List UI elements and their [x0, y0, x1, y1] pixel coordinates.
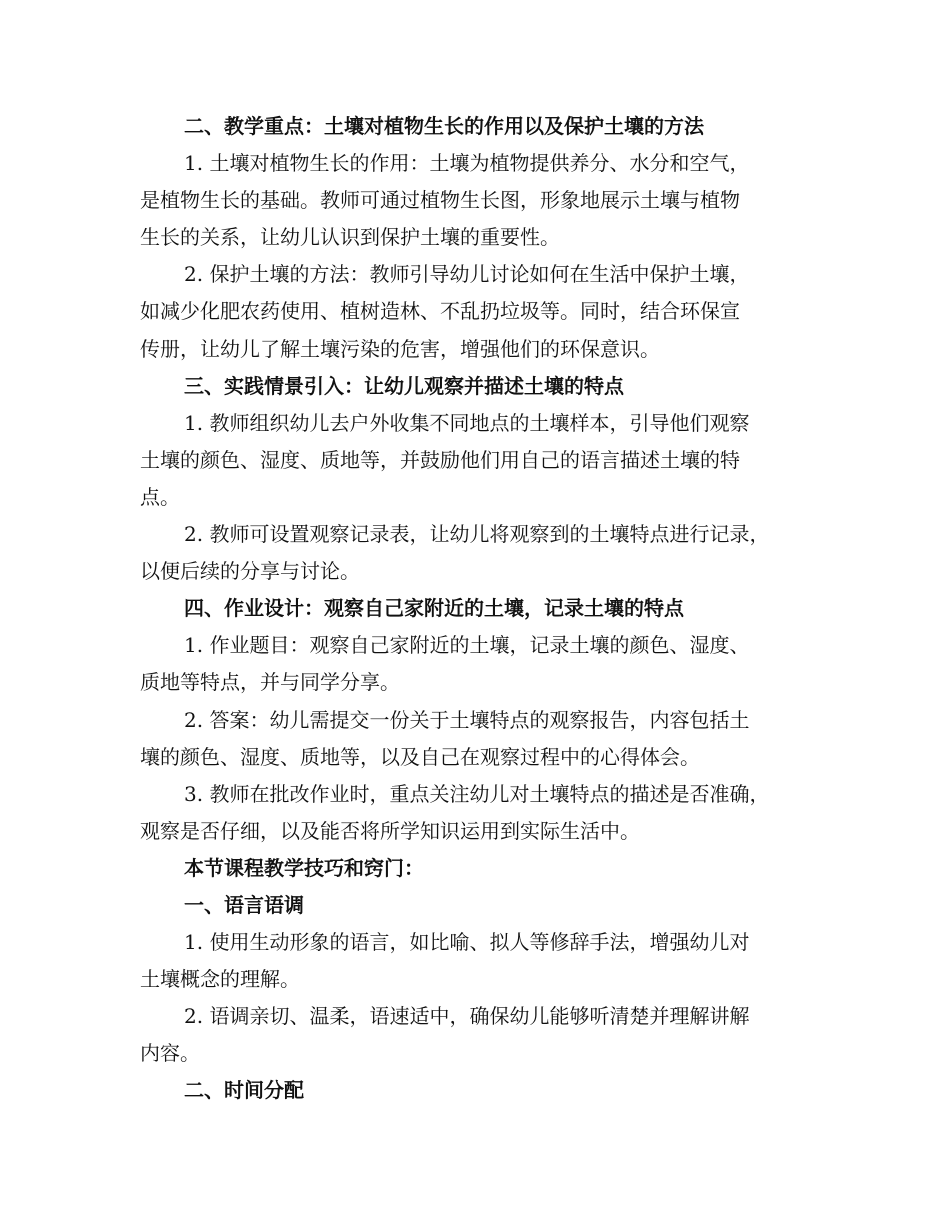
paragraph-line: 以便后续的分享与讨论。 — [140, 559, 360, 584]
paragraph-line: 2. 保护土壤的方法：教师引导幼儿讨论如何在生活中保护土壤， — [184, 262, 750, 287]
paragraph-line: 观察是否仔细，以及能否将所学知识运用到实际生活中。 — [140, 818, 640, 843]
paragraph-line: 1. 土壤对植物生长的作用：土壤为植物提供养分、水分和空气， — [184, 151, 750, 176]
section-heading-homework-design: 四、作业设计：观察自己家附近的土壤，记录土壤的特点 — [184, 596, 684, 621]
paragraph-line: 2. 教师可设置观察记录表，让幼儿将观察到的土壤特点进行记录， — [184, 522, 770, 547]
paragraph-line: 土壤概念的理解。 — [140, 967, 300, 992]
section-heading-language-tone: 一、语言语调 — [184, 892, 304, 917]
paragraph-line: 质地等特点，并与同学分享。 — [140, 670, 400, 695]
paragraph-line: 生长的关系，让幼儿认识到保护土壤的重要性。 — [140, 225, 560, 250]
paragraph-line: 1. 使用生动形象的语言，如比喻、拟人等修辞手法，增强幼儿对 — [184, 930, 750, 955]
paragraph-line: 是植物生长的基础。教师可通过植物生长图，形象地展示土壤与植物 — [140, 188, 740, 213]
paragraph-line: 如减少化肥农药使用、植树造林、不乱扔垃圾等。同时，结合环保宣 — [140, 299, 740, 324]
paragraph-line: 点。 — [140, 484, 180, 509]
paragraph-line: 1. 教师组织幼儿去户外收集不同地点的土壤样本，引导他们观察 — [184, 410, 750, 435]
section-heading-teaching-tips: 本节课程教学技巧和窍门： — [184, 855, 424, 880]
paragraph-line: 3. 教师在批改作业时，重点关注幼儿对土壤特点的描述是否准确， — [184, 781, 770, 806]
paragraph-line: 1. 作业题目：观察自己家附近的土壤，记录土壤的颜色、湿度、 — [184, 633, 750, 658]
paragraph-line: 传册，让幼儿了解土壤污染的危害，增强他们的环保意识。 — [140, 336, 660, 361]
section-heading-teaching-focus: 二、教学重点：土壤对植物生长的作用以及保护土壤的方法 — [184, 114, 704, 138]
paragraph-line: 土壤的颜色、湿度、质地等，并鼓励他们用自己的语言描述土壤的特 — [140, 447, 740, 472]
document-body — [140, 108, 816, 1110]
section-heading-time-allocation: 二、时间分配 — [184, 1078, 304, 1103]
paragraph-line: 2. 语调亲切、温柔，语速适中，确保幼儿能够听清楚并理解讲解 — [184, 1004, 750, 1029]
paragraph-line: 内容。 — [140, 1041, 200, 1066]
paragraph-line: 壤的颜色、湿度、质地等，以及自己在观察过程中的心得体会。 — [140, 744, 700, 769]
section-heading-practice-scenario: 三、实践情景引入：让幼儿观察并描述土壤的特点 — [184, 373, 624, 398]
paragraph-line: 2. 答案：幼儿需提交一份关于土壤特点的观察报告，内容包括土 — [184, 707, 750, 732]
